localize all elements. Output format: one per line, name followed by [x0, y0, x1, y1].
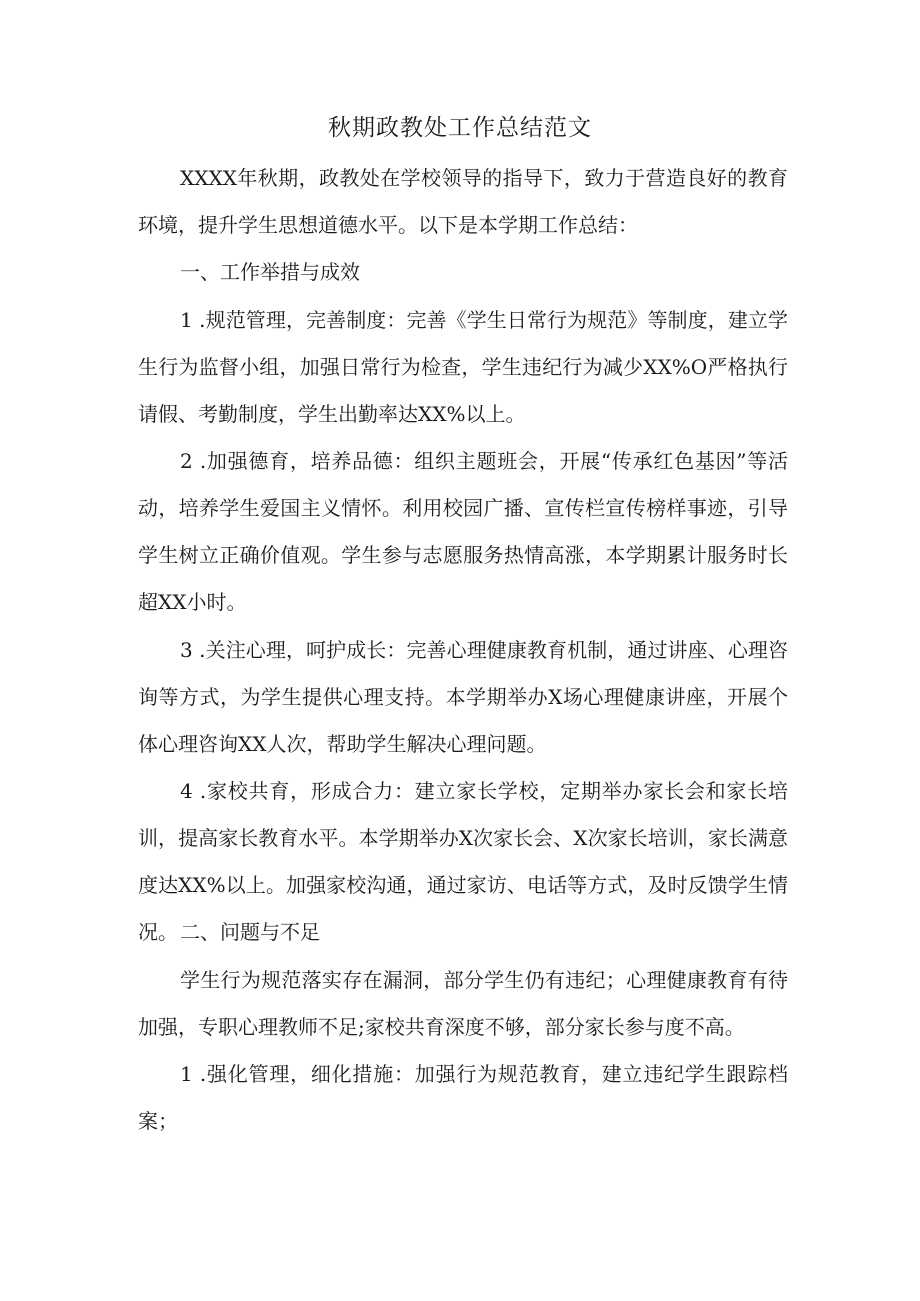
- document-title: 秋期政教处工作总结范文: [328, 115, 592, 141]
- item-paragraph-4: 4 .家校共育，形成合力：建立家长学校，定期举办家长会和家长培训，提高家长教育水平。本学期举办X次家长会、X次家长培训，家长满意度达XX%以上。加强家校沟通，通过家访、电话等方式，及时反馈学生情况。: [138, 779, 788, 944]
- section-heading-measures: 一、工作举措与成效: [180, 260, 360, 284]
- problems-paragraph: 学生行为规范落实存在漏洞，部分学生仍有违纪；心理健康教育有待加强，专职心理教师不足;家校共育深度不够，部分家长参与度不高。: [138, 968, 788, 1039]
- section-heading-problems: 二、问题与不足: [180, 920, 320, 944]
- item-paragraph-3: 3 .关注心理，呵护成长：完善心理健康教育机制，通过讲座、心理咨询等方式，为学生提供心理支持。本学期举办X场心理健康讲座，开展个体心理咨询XX人次，帮助学生解决心理问题。: [138, 638, 788, 756]
- intro-paragraph: XXXX年秋期，政教处在学校领导的指导下，致力于营造良好的教育环境，提升学生思想道德水平。以下是本学期工作总结：: [138, 166, 788, 237]
- item-paragraph-1: 1 .规范管理，完善制度：完善《学生日常行为规范》等制度，建立学生行为监督小组，加强日常行为检查，学生违纪行为减少XX%O严格执行请假、考勤制度，学生出勤率达XX%以上。: [138, 308, 788, 426]
- measure-paragraph-1: 1 .强化管理，细化措施：加强行为规范教育，建立违纪学生跟踪档案；: [138, 1062, 788, 1133]
- item-paragraph-2: 2 .加强德育，培养品德：组织主题班会，开展“传承红色基因”等活动，培养学生爱国主义情怀。利用校园广播、宣传栏宣传榜样事迹，引导学生树立正确价值观。学生参与志愿服务热情高涨，本学期累计服务时长超XX小时。: [138, 449, 788, 614]
